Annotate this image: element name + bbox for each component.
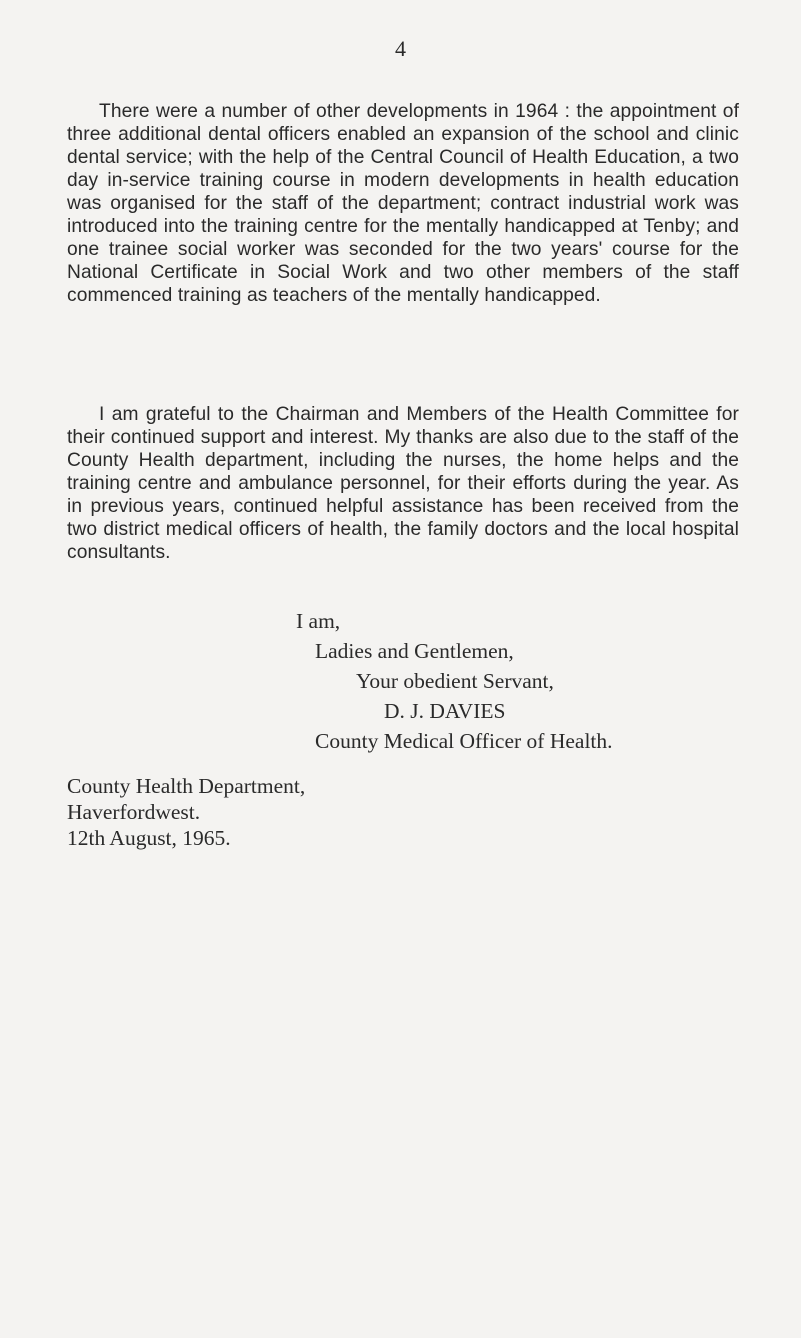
paragraph-thanks: I am grateful to the Chairman and Members of the Health Committee for their continued support and interest. My thanks are also due to the staff of the County Health department, including the nurses, the home helps and the training centre and ambulance personnel, for their efforts during the year. As in previous years, continued helpful assistance has been received from the two district medical officers of health, the family doctors and the local hospital consultants. (67, 404, 739, 563)
paragraph-developments: There were a number of other developments in 1964 : the appointment of three additional dental officers enabled an expansion of the school and clinic dental service; with the help of the Central Council of Health Education, a two day in-service training course in modern developments in health education was organised for the staff of the department; contract industrial work was introduced into the training centre for the mentally handicapped at Tenby; and one trainee social worker was seconded for the two years' course for the National Certificate in Social Work and two other members of the staff commenced training as teachers of the mentally handicapped. (67, 101, 739, 306)
closing-salutation: Ladies and Gentlemen, (315, 639, 514, 663)
address-date: 12th August, 1965. (67, 826, 231, 850)
signatory-title: County Medical Officer of Health. (315, 729, 613, 753)
address-department: County Health Department, (67, 774, 306, 798)
page-number: 4 (395, 36, 406, 61)
closing-i-am: I am, (296, 609, 341, 633)
closing-servant: Your obedient Servant, (356, 669, 554, 693)
signatory-name: D. J. DAVIES (384, 699, 506, 723)
address-town: Haverfordwest. (67, 800, 201, 824)
